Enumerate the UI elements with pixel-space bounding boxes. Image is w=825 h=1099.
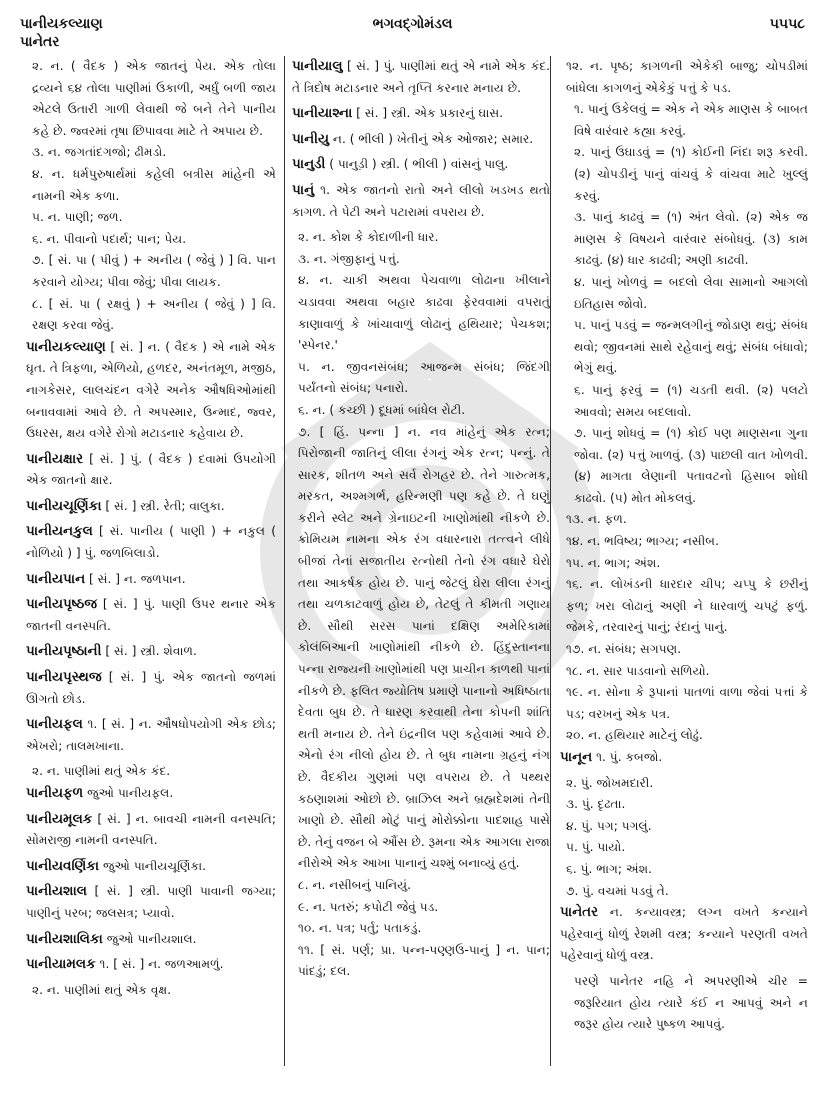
headword: પાનીયાશ્ના	[292, 105, 353, 122]
dictionary-entry	[26, 594, 276, 637]
column-2	[292, 56, 550, 1069]
numbered-sense: ૩. ન. જગતાંદગજો; ઢીમડો.	[32, 145, 167, 160]
numbered-sense: ૮. ન. નસીબનું પાનિયું.	[298, 877, 412, 892]
numbered-sense: ૨. ન. કોશ કે કોદાળીની ધાર.	[298, 230, 439, 245]
idiom-sense: પરણે પાનેતર નહિ ને અપરણીએ ચીર = જરૂરિયાત હોય ત્યારે કંઈ ન આપવું અને ન જરૂર હોય ત્યારે પુષ્કળ આપવું.	[574, 973, 808, 1032]
numbered-sense: ૬. ન. ( કચ્છી ) દૂધમાં બાંધેલ રોટી.	[298, 402, 466, 417]
headword: પાનુડી	[292, 156, 326, 173]
guide-word-left: પાનીયકલ્યાણ	[20, 16, 103, 32]
headword: પાનૂન	[560, 749, 593, 765]
numbered-sense: ૧૬. ન. લોખંડની ધારદાર ચીપ; ચપ્પુ કે છરીનું ફળ; ખરા લોઢાનું અણી ને ધારવાળું ચપટું ફળું. જેમકે, તરવારનું પાનું; રંદાનું પાનું.	[566, 577, 808, 635]
headword: પાનીયામલક	[26, 956, 96, 973]
dictionary-entry	[26, 929, 276, 951]
numbered-sense: ૧૦. ન. પત્ર; પર્તુ; પતાકડું.	[298, 921, 422, 936]
dictionary-entry	[26, 496, 276, 518]
definition: જુઓ પાનીયચૂર્ણિકા.	[103, 858, 206, 873]
dictionary-entry	[26, 569, 276, 591]
dictionary-entry	[292, 129, 550, 151]
dictionary-entry	[292, 180, 550, 223]
numbered-sense: ૫. પું. પાયો.	[566, 840, 626, 855]
numbered-sense: ૮. [ સં. પા ( રક્ષવું ) + અનીય ( જેવું ) ] વિ. રક્ષણ કરવા જેવું.	[32, 296, 276, 333]
definition: જુઓ પાનીયફલ.	[87, 786, 174, 800]
headword: પાનીયચૂર્ણિકા	[26, 497, 102, 514]
numbered-sense: ૪. ન. ચાકી અથવા પેચવાળા લોઢાના ખીલાને ચડાવવા અથવા બહાર કાઢવા ફેરવવામાં વપરાતું કાણાવાળું કે ખાંચાવાળું લોઢાનું હથિયાર; પેચકશ; 'સ્પેનર.'	[298, 273, 550, 353]
idiom-sense: ૬. પાનું ફરવું = (૧) ચડતી થવી. (૨) પલટો આવવો; સમય બદલાવો.	[574, 382, 808, 419]
dictionary-entry	[292, 56, 550, 99]
definition: ૧. એક જાતનો રાતો અને લીલો ખડખડ થતો કાગળ. તે પેટી અને પટારામાં વપરાય છે.	[292, 182, 550, 219]
dictionary-entry	[26, 337, 276, 445]
headword: પાનીયુ	[292, 130, 330, 147]
definition: ૧. [ સં. ] ન. જળઆમળું.	[99, 957, 224, 972]
numbered-sense: ૧૯. ન. સોના કે રૂપાનાં પાતળાં વાળા જેવાં પત્તાં કે પડ; વરખનું એક પત્ર.	[566, 685, 808, 721]
definition: જુઓ પાનીયશાલ.	[106, 931, 197, 946]
dictionary-entry	[26, 881, 276, 924]
dictionary-entry	[26, 809, 276, 852]
numbered-sense: ૩. ન. ગંજીફાનું પત્તું.	[298, 251, 400, 266]
page-number: ૫૫૫૮	[769, 16, 805, 32]
idiom-sense: ૭. પાનું શોધવું = (૧) કોઈ પણ માણસના ગુના જોવા. (૨) પત્તું ખાળવું. (૩) પાછલી વાત ખોળવી. (૪) માગતા લેણાની પતાવટનો હિસાબ શોધી કાઢવો. (૫) મોત મોકલવું.	[574, 426, 808, 505]
headword: પાનીયમૂલક	[26, 810, 93, 827]
numbered-sense: ૨૦. ન. હથિયાર માટેનું લોઢું.	[566, 728, 703, 743]
headword: પાનીયનકુલ	[26, 523, 93, 540]
numbered-sense: ૨. ન. ( વૈદક ) એક જાતનું પેય. એક તોલા દ્રવ્યને ૬૪ તોલા પાણીમાં ઉકાળી, અર્ધું બળી જાય એટલે ઉતારી ગાળી લેવાથી જે બને તેને પાનીય કહે છે. જ્વરમાં તૃષા છિપાવવા માટે તે અપાય છે.	[32, 59, 276, 138]
headword: પાનું	[292, 181, 315, 198]
headword: પાનીયક્ષાર	[26, 450, 84, 467]
dictionary-entry	[26, 954, 276, 976]
definition: [ સં. ] સ્ત્રી. રેતી; વાલુકા.	[105, 498, 225, 513]
definition: ૧. પું. કબજો.	[596, 750, 663, 764]
dictionary-entry	[26, 667, 276, 710]
definition: ન. ( ભીલી ) ખેતીનું એક ઓજાર; સમાર.	[332, 131, 534, 146]
book-title: ભગવદ્ગોમંડલ	[372, 16, 453, 32]
numbered-sense: ૭. [ હિં. પન્ના ] ન. નવ માંહેનું એક રત્ન; પિરોજાની જાતિનું લીલા રંગનું એક રત્ન; પન્નું. તે સારક, શીતળ અને સર્વ રોગહર છે. તેને ગારુત્મક, મરકત, અશ્મગર્ભ, હરિન્મણી પણ કહે છે. તે ઘણું કરીને સ્લેટ અને ગ્રેનાઇટની ખાણોમાંથી નીકળે છે. ક્રોમિયમ નામના એક રંગ વધારનારા તત્ત્વને લીધે બીજાં તેનાં સજાતીય રત્નોથી તેનો રંગ વધારે ઘેરો તથા આકર્ષક હોય છે. પાનું જેટલું ઘેરા લીલા રંગનું તથા ચળકાટવાળું હોય છે, તેટલું તે કીમતી ગણાય છે. સૌથી સરસ પાનાં દક્ષિણ અમેરિકામાં કોલંબિઆની ખાણોમાંથી નીકળે છે. હિંદુસ્તાનના પન્ના રાજ્યની ખાણોમાંથી પણ પ્રાચીન કાળથી પાનાં નીકળે છે. ફલિત જ્યોતિષ પ્રમાણે પાનાનો અધિષ્ઠાતા દેવતા બુધ છે. તે ધારણ કરવાથી તેના કોપની શાંતિ થતી મનાય છે. તેને ઇંદ્રનીલ પણ કહેવામાં આવે છે. એનો રંગ નીલો હોય છે. તે બુધ નામના ગ્રહનું નંગ છે. વૈદકીય ગુણમાં પણ વપરાય છે. તે પથ્થર કઠણાશમાં ઓછો છે. બ્રાઝિલ અને બ્રહ્મદેશમાં તેની ખાણો છે. સૌથી મોટું પાનું મોરોક્કોના પાદશાહ પાસે છે. તેનું વજન બે ઔંસ છે. રૂમના એક આગલા રાજા નીરોએ એક આખા પાનાનું ચશ્મું બનાવ્યું હતું.	[298, 424, 550, 871]
definition: [ સં. ] સ્ત્રી. એક પ્રકારનું ઘાસ.	[356, 106, 504, 121]
headword: પાનીયપાન	[26, 570, 86, 587]
dictionary-entry	[26, 521, 276, 564]
numbered-sense: ૨. ન. પાણીમાં થતું એક વૃક્ષ.	[32, 982, 172, 997]
headword: પાનીયશાલિકા	[26, 930, 103, 947]
idiom-sense: ૩. પાનું કાઢવું = (૧) અંત લેવો. (૨) એક જ માણસ કે વિષયને વારંવાર સંબોધવું. (૩) કામ કાઢવું. (૪) ધાર કાઢવી; અણી કાઢવી.	[574, 210, 808, 268]
numbered-sense: ૧૧. [ સં. પર્ણ; પ્રા. પન્ન-પણ્ણઉ-પાનું ] ન. પાન; પાંદડું; દલ.	[298, 942, 550, 979]
definition: [ સં. ] ન. બાવચી નામની વનસ્પતિ; સોમરાજી નામની વનસ્પતિ.	[26, 811, 276, 848]
definition: ન. કન્યાવસ્ત્ર; લગ્ન વખતે કન્યાને પહેરવાનું ધોળું રેશમી વસ્ત્ર; કન્યાને પરણતી વખતે પહેરવાનું ધોળું વસ્ત્ર.	[560, 905, 808, 963]
dictionary-entry	[292, 154, 550, 176]
dictionary-entry	[26, 783, 276, 805]
page-header	[20, 16, 805, 36]
dictionary-entry	[560, 902, 808, 967]
dictionary-entry	[26, 856, 276, 878]
definition: [ સં. ] સ્ત્રી. પાણી પાવાની જગ્યા; પાણીનું પરબ; જલસત્ર; પ્યાવો.	[26, 884, 276, 920]
headword: પાનીયાલુ	[292, 58, 343, 74]
definition: ૧. [ સં. ] ન. ઔષધોપયોગી એક છોડ; એખરો; તાલમખાના.	[26, 717, 276, 753]
definition: [ સં. ] પું. પાણી ઉપર થનાર એક જાતની વનસ્પતિ.	[26, 597, 276, 633]
definition: [ સં. ] ન. ( વૈદક ) એ નામે એક ઘૃત. તે ત્રિફળા, એળિયો, હળદર, અનંતમૂળ, મજીઠ, નાગકેસર, લાલચંદન વગેરે અનેક ઔષધિઓમાંથી બનાવવામાં આવે છે. તે અપસ્માર, ઉન્માદ, જ્વર, ઉધરસ, ક્ષય વગેરે રોગો મટાડનાર કહેવાય છે.	[26, 339, 276, 441]
numbered-sense: ૧૫. ન. ભાગ; અંશ.	[566, 555, 661, 570]
numbered-sense: ૧૩. ન. ફળ.	[566, 512, 627, 527]
dictionary-entry	[26, 714, 276, 757]
numbered-sense: ૬. ન. પીવાનો પદાર્થ; પાન; પેય.	[32, 231, 187, 246]
headword: પાનીયવર્ણિકા	[26, 857, 100, 874]
headword: પાનીયફલ	[26, 716, 83, 733]
headword: પાનીયફળ	[26, 785, 84, 801]
headword: પાનેતર	[560, 904, 599, 921]
numbered-sense: ૪. પું. પગ; પગલું.	[566, 818, 652, 833]
numbered-sense: ૧૪. ન. ભવિષ્ય; ભાગ્ય; નસીબ.	[566, 534, 719, 549]
idiom-sense: ૧. પાનું ઉકેલવું = એક ને એક માણસ કે બાબત વિષે વારંવાર કહ્યા કરવું.	[574, 102, 808, 138]
numbered-sense: ૪. ન. ધર્મપુરુષાર્થમાં કહેલી બત્રીસ માંહેની એ નામની એક કળા.	[32, 166, 276, 203]
idiom-sense: ૪. પાનું ખોળવું = બદલો લેવા સામાનો આગલો ઇતિહાસ જોવો.	[574, 274, 808, 311]
guide-word-right: પાનેતર	[20, 34, 60, 50]
dictionary-entry	[560, 747, 808, 769]
definition: [ સં. ] પું. એક જાતનો જળમાં ઊગતો છોડ.	[26, 670, 276, 706]
definition: [ સં. ] પું. ( વૈદક ) દવામાં ઉપયોગી એક જાતનો ક્ષાર.	[26, 451, 276, 488]
column-1	[26, 56, 276, 1069]
numbered-sense: ૫. ન. જીવનસંબંધ; આજન્મ સંબંધ; જિંદગી પર્યંતનો સંબંધ; પનારો.	[298, 359, 550, 396]
headword: પાનીયશાલ	[26, 883, 87, 900]
numbered-sense: ૭. [ સં. પા ( પીવું ) + અનીય ( જેવું ) ] વિ. પાન કરવાને યોગ્ય; પીવા જેવું; પીવા લાયક.	[32, 253, 276, 289]
numbered-sense: ૩. પું. દૃઢતા.	[566, 797, 626, 812]
definition: ( પાનુડ઼ી ) સ્ત્રી. ( ભીલી ) વાંસનું પાલુ.	[329, 157, 509, 172]
headword: પાનીયપૃસ્થજ	[26, 669, 102, 686]
numbered-sense: ૨. ન. પાણીમાં થતું એક કંદ.	[32, 764, 171, 779]
dictionary-entry	[26, 449, 276, 492]
numbered-sense: ૧૮. ન. સાર પાડવાનો સળિયો.	[566, 663, 710, 678]
dictionary-entry	[292, 103, 550, 125]
column-divider	[284, 56, 285, 1066]
headword: પાનીયપૃષ્ઠાની	[26, 643, 102, 660]
numbered-sense: ૯. ન. પતરું; કપોટી જેવું પડ.	[298, 899, 439, 914]
idiom-sense: ૫. પાનું પડવું = જન્મલગીનું જોડાણ થવું; સંબંધ થવો; જીવનમાં સાથે રહેવાનું થવું; સંબંધ બંધાવો; ભેગું થવું.	[574, 318, 808, 376]
numbered-sense: ૫. ન. પાણી; જળ.	[32, 210, 123, 225]
numbered-sense: ૬. પું. ભાગ; અંશ.	[566, 861, 652, 876]
numbered-sense: ૨. પું. જોખમદારી.	[566, 775, 654, 790]
definition: [ સં. પાનીય ( પાણી ) + નકુલ ( નોળિયો ) ] પું. જળબિલાડો.	[26, 524, 276, 561]
numbered-sense: ૧૨. ન. પૃષ્ઠ; કાગળની એકેકી બાજુ; ચોપડીમાં બાંધેલા કાગળનું એકેકું પત્તું કે પડ.	[566, 59, 808, 95]
dictionary-entry	[26, 641, 276, 663]
definition: [ સં. ] ન. જળપાન.	[89, 571, 186, 586]
numbered-sense: ૭. પું. વચમાં પડવું તે.	[566, 883, 669, 898]
column-divider	[550, 56, 551, 1066]
column-3	[560, 56, 808, 1069]
numbered-sense: ૧૭. ન. સંબંધ; સગપણ.	[566, 642, 682, 657]
idiom-sense: ૨. પાનું ઉઘાડવું = (૧) કોઈની નિંદા શરૂ કરવી. (૨) ચોપડીનું પાનું વાંચવું કે વાંચવા માટે ખુલ્લું કરવું.	[574, 145, 808, 203]
headword: પાનીયકલ્યાણ	[26, 338, 106, 355]
headword: પાનીયપૃષ્ઠજ	[26, 596, 98, 613]
definition: [ સં. ] સ્ત્રી. શેવાળ.	[105, 644, 197, 659]
definition: [ સં. ] પું. પાણીમાં થતું એ નામે એક કંદ. તે ત્રિદોષ મટાડનાર અને તૃપ્તિ કરનાર મનાય છે.	[292, 59, 550, 95]
